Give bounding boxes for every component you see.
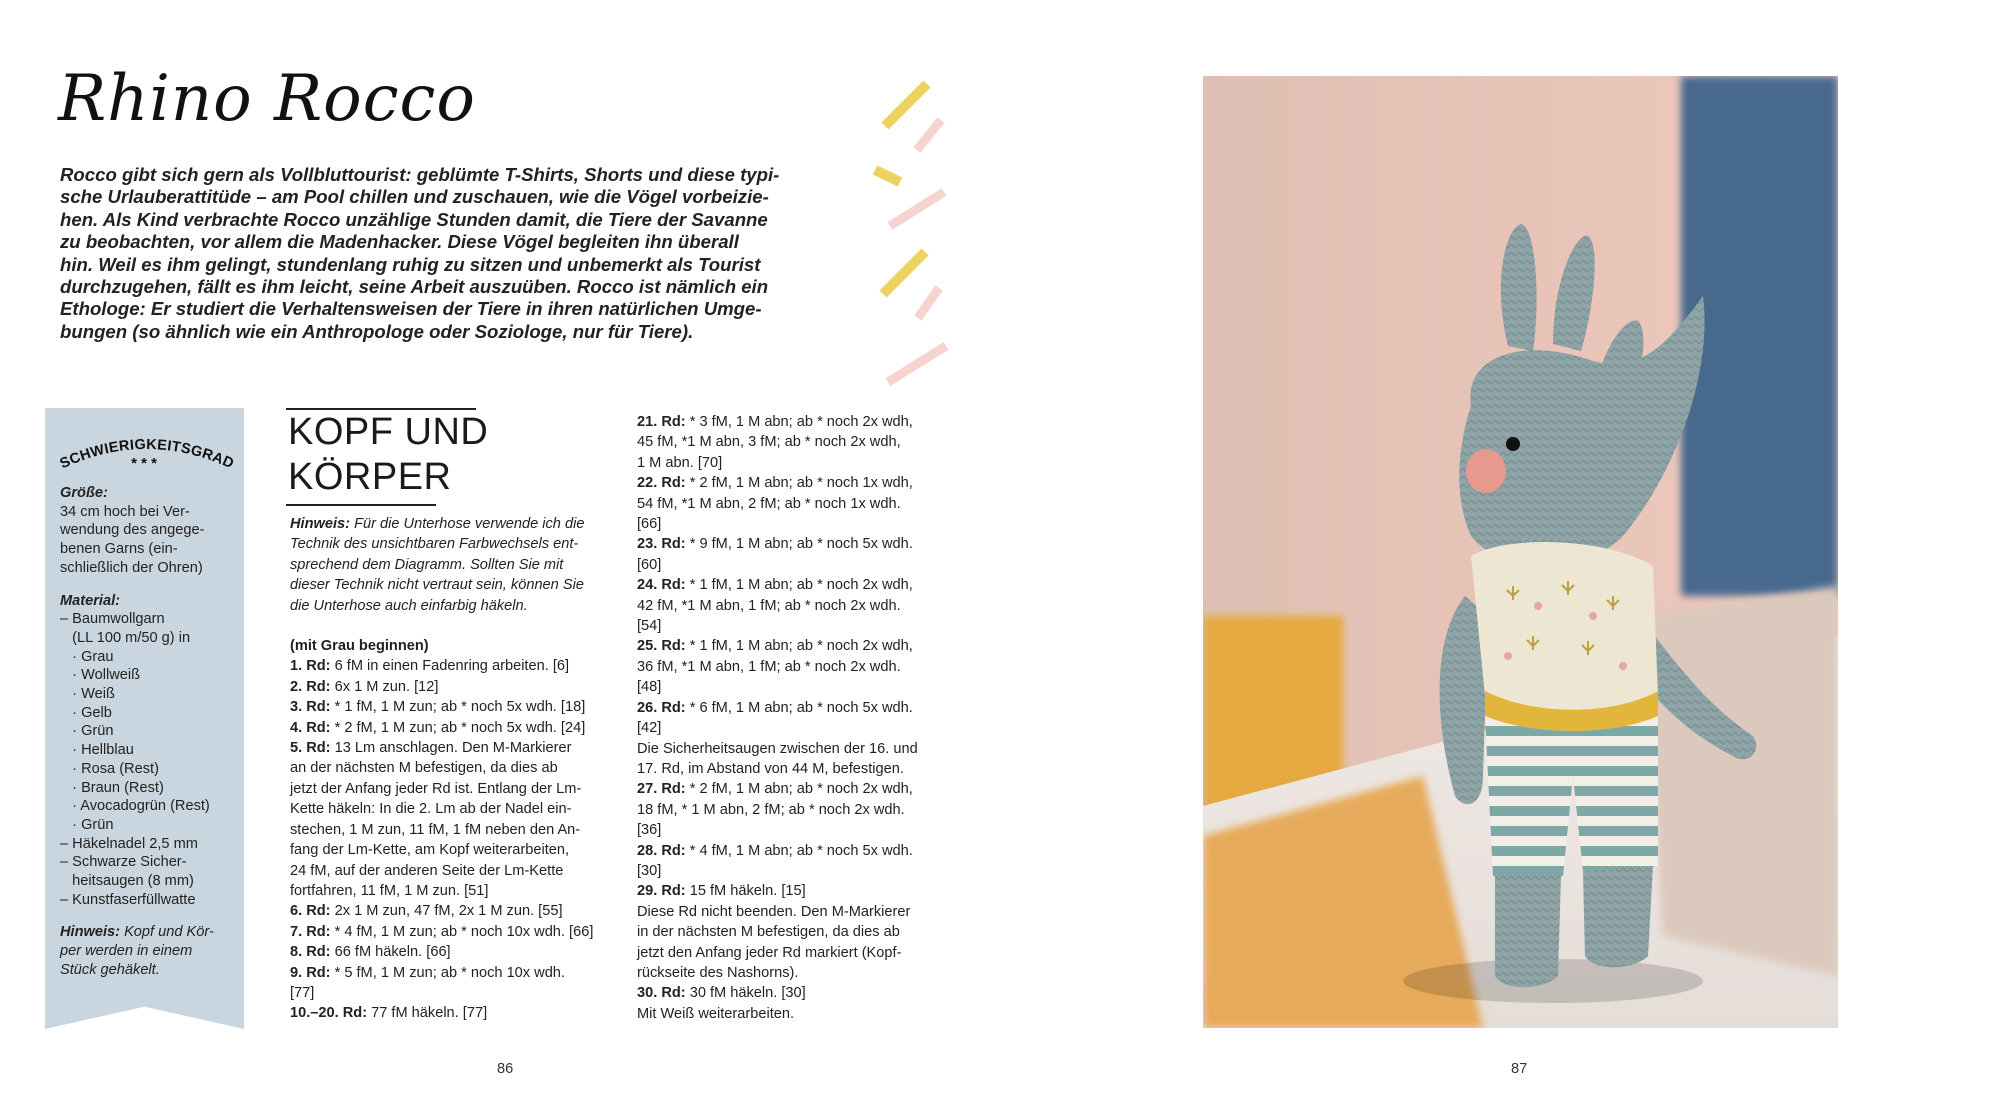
round-label: 30. Rd: (637, 985, 686, 1002)
instruction-text: * 1 fM, 1 M abn; ab * noch 2x wdh, (685, 638, 913, 655)
intro-line: sche Urlauberattitüde – am Pool chillen und zuschauen, wie die Vögel vorbeizie- (60, 186, 769, 208)
instruction-text: 45 fM, *1 M abn, 3 fM; ab * noch 2x wdh, (637, 434, 901, 451)
instruction-text: 6 fM in einen Fadenring arbeiten. [6] (330, 658, 570, 675)
material-item: · Wollweiß (60, 667, 141, 684)
round-label: 2. Rd: (290, 678, 331, 695)
intro-line: bungen (so ähnlich wie ein Anthropologe oder Soziologe, nur für Tiere). (60, 320, 694, 342)
instruction-line (637, 596, 977, 616)
round-label: 28. Rd: (637, 842, 686, 859)
intro-paragraph (60, 164, 780, 343)
material-item: · Braun (Rest) (60, 779, 164, 796)
sidebar-note-line: Stück gehäkelt. (60, 961, 160, 978)
instruction-text: 13 Lm anschlagen. Den M-Markierer (330, 740, 572, 757)
column-note-line: sprechend dem Diagramm. Sollten Sie mit (290, 556, 564, 573)
instruction-text: Kette häkeln: In die 2. Lm ab der Nadel ein- (290, 801, 572, 818)
instruction-text: 24 fM, auf der anderen Seite der Lm-Kette (290, 862, 564, 879)
round-label: 21. Rd: (637, 414, 686, 430)
material-item: – Häkelnadel 2,5 mm (60, 835, 198, 852)
instruction-line (290, 840, 630, 860)
instruction-text: * 9 fM, 1 M abn; ab * noch 5x wdh. (685, 536, 913, 553)
intro-line: Ethologe: Er studiert die Verhaltensweisen der Tiere in ihren natürlichen Umge- (60, 298, 762, 320)
instruction-line (637, 698, 977, 718)
instruction-line (637, 1004, 977, 1024)
round-label: 1. Rd: (290, 658, 331, 675)
size-line: benen Garns (ein- (60, 541, 178, 558)
column-note-line: die Unterhose auch einfarbig häkeln. (290, 597, 528, 614)
round-label: 3. Rd: (290, 699, 331, 716)
instruction-line (637, 616, 977, 636)
instruction-text: Die Sicherheitsaugen zwischen der 16. und (637, 740, 918, 757)
material-item: · Grün (60, 723, 114, 740)
round-label: 8. Rd: (290, 944, 331, 961)
round-label: 25. Rd: (637, 638, 686, 655)
sidebar-text (60, 484, 240, 980)
instruction-text: jetzt den Anfang jeder Rd markiert (Kopf- (637, 944, 902, 961)
instruction-line (637, 657, 977, 677)
instruction-text: * 2 fM, 1 M abn; ab * noch 1x wdh, (685, 475, 913, 492)
instruction-line (290, 881, 630, 901)
difficulty-label: SCHWIERIGKEITSGRAD (58, 436, 237, 473)
instruction-line (637, 555, 977, 575)
instruction-line (637, 963, 977, 983)
material-item: – Baumwollgarn (60, 611, 165, 628)
instruction-text: Diese Rd nicht beenden. Den M-Markierer (637, 903, 911, 920)
instruction-line (290, 697, 630, 717)
instruction-line (290, 963, 630, 983)
instruction-line (290, 942, 630, 962)
intro-line: hen. Als Kind verbrachte Rocco unzählige Stunden damit, die Tiere der Savanne (60, 208, 768, 230)
material-item: (LL 100 m/50 g) in (60, 629, 191, 646)
instruction-text: [54] (637, 618, 662, 635)
instruction-text: [30] (637, 862, 662, 879)
instruction-text: Mit Weiß weiterarbeiten. (637, 1005, 795, 1022)
instruction-text: in der nächsten M befestigen, da dies ab (637, 924, 900, 941)
instruction-line (637, 677, 977, 697)
instruction-line (290, 922, 630, 942)
instruction-text: [36] (637, 822, 662, 839)
instruction-line (637, 473, 977, 493)
instruction-text: 54 fM, *1 M abn, 2 fM; ab * noch 1x wdh. (637, 495, 901, 512)
instruction-text: 66 fM häkeln. [66] (330, 944, 451, 961)
confetti-decoration (870, 76, 960, 396)
instruction-text: * 4 fM, 1 M abn; ab * noch 5x wdh. (685, 842, 913, 859)
instruction-text: [48] (637, 679, 662, 696)
instruction-line (637, 432, 977, 452)
instruction-line (290, 738, 630, 758)
instruction-line (290, 779, 630, 799)
material-item: – Kunstfaserfüllwatte (60, 891, 196, 908)
instruction-line (637, 636, 977, 656)
instruction-text: * 6 fM, 1 M abn; ab * noch 5x wdh. (685, 699, 913, 716)
instruction-text: * 3 fM, 1 M abn; ab * noch 2x wdh, (685, 414, 913, 430)
instruction-text: 17. Rd, im Abstand von 44 M, befestigen. (637, 760, 904, 777)
instruction-line (637, 534, 977, 554)
instruction-text: 2x 1 M zun, 47 fM, 2x 1 M zun. [55] (330, 903, 563, 920)
page-number-left: 86 (497, 1061, 514, 1077)
round-label: 6. Rd: (290, 903, 331, 920)
material-label: Material: (60, 592, 121, 609)
material-item: · Weiß (60, 686, 115, 703)
difficulty-stars: * * * (131, 455, 157, 472)
round-label: 27. Rd: (637, 781, 686, 798)
instruction-line (637, 943, 977, 963)
section-heading-line: KOPF UND (288, 411, 489, 453)
instruction-text: stechen, 1 M zun, 11 fM, 1 fM neben den An- (290, 821, 581, 838)
section-heading (288, 410, 488, 500)
heading-rule-bottom (286, 504, 436, 506)
instruction-line (637, 575, 977, 595)
intro-line: hin. Weil es ihm gelingt, stundenlang ruhig zu sitzen und unbemerkt als Tourist (60, 253, 761, 275)
material-item: · Grau (60, 648, 114, 665)
instruction-line (290, 861, 630, 881)
round-label: 4. Rd: (290, 719, 331, 736)
instruction-line (637, 983, 977, 1003)
round-label: 22. Rd: (637, 475, 686, 492)
column-note-line: dieser Technik nicht vertraut sein, können Sie (290, 577, 584, 594)
intro-line: Rocco gibt sich gern als Vollbluttourist: geblümte T-Shirts, Shorts und diese typi- (60, 164, 780, 185)
page-number-right: 87 (1511, 1061, 1528, 1077)
instruction-text: an der nächsten M befestigen, da dies ab (290, 760, 558, 777)
instruction-text: [60] (637, 556, 662, 573)
material-item: · Grün (60, 816, 114, 833)
rhino-photo (1203, 76, 1838, 1028)
instruction-text: * 5 fM, 1 M zun; ab * noch 10x wdh. (330, 964, 565, 981)
instruction-text: 42 fM, *1 M abn, 1 fM; ab * noch 2x wdh. (637, 597, 901, 614)
instructions-column-2 (637, 412, 977, 1024)
round-label: 10.–20. Rd: (290, 1005, 368, 1022)
instruction-line (637, 841, 977, 861)
instruction-text: rückseite des Nashorns). (637, 964, 799, 981)
instruction-line (290, 758, 630, 778)
instruction-text: 77 fM häkeln. [77] (367, 1005, 488, 1022)
round-label: 9. Rd: (290, 964, 331, 981)
column-note-label: Hinweis: (290, 516, 351, 532)
instruction-line (290, 820, 630, 840)
instruction-text: 1 M abn. [70] (637, 454, 723, 471)
size-line: schließlich der Ohren) (60, 559, 203, 576)
instruction-text: [66] (637, 516, 662, 533)
instruction-text: fortfahren, 11 fM, 1 M zun. [51] (290, 882, 489, 899)
instruction-text: 36 fM, *1 M abn, 1 fM; ab * noch 2x wdh. (637, 658, 901, 675)
instructions-column-1 (290, 514, 630, 1024)
material-item: · Avocadogrün (Rest) (60, 798, 210, 815)
instruction-text: jetzt der Anfang jeder Rd ist. Entlang der Lm- (290, 780, 582, 797)
round-label: 5. Rd: (290, 740, 331, 757)
instruction-text: * 1 fM, 1 M abn; ab * noch 2x wdh, (685, 577, 913, 594)
material-item: heitsaugen (8 mm) (60, 873, 194, 890)
material-item: · Hellblau (60, 742, 134, 759)
instruction-text: 30 fM häkeln. [30] (685, 985, 806, 1002)
instruction-line (637, 514, 977, 534)
instruction-text: 18 fM, * 1 M abn, 2 fM; ab * noch 2x wdh. (637, 801, 905, 818)
instruction-text: [77] (290, 984, 315, 1001)
page-title: Rhino Rocco (58, 62, 476, 136)
instruction-line (637, 759, 977, 779)
instruction-line (290, 718, 630, 738)
column-note (290, 514, 630, 534)
instruction-line (637, 902, 977, 922)
instruction-line (637, 494, 977, 514)
size-line: wendung des angege- (60, 522, 205, 539)
start-instruction: (mit Grau beginnen) (290, 638, 429, 655)
instruction-line (637, 739, 977, 759)
instruction-line (637, 453, 977, 473)
instruction-line (290, 656, 630, 676)
round-label: 26. Rd: (637, 699, 686, 716)
instruction-line (637, 861, 977, 881)
instruction-text: * 2 fM, 1 M abn; ab * noch 2x wdh, (685, 781, 913, 798)
sidebar-note-label: Hinweis: (60, 924, 121, 941)
sidebar-note-line: per werden in einem (60, 943, 193, 960)
sidebar-note (60, 923, 240, 942)
instruction-line (290, 799, 630, 819)
material-item: – Schwarze Sicher- (60, 854, 187, 871)
crochet-rhino-image (1203, 76, 1838, 1028)
instruction-line (290, 983, 630, 1003)
section-heading-line: KÖRPER (288, 456, 452, 498)
round-label: 23. Rd: (637, 536, 686, 553)
instruction-line (637, 779, 977, 799)
instruction-text: [42] (637, 720, 662, 737)
instruction-text: 15 fM häkeln. [15] (685, 883, 806, 900)
instruction-text: * 4 fM, 1 M zun; ab * noch 10x wdh. [66] (330, 923, 594, 940)
instruction-text: * 2 fM, 1 M zun; ab * noch 5x wdh. [24] (330, 719, 586, 736)
instruction-text: 6x 1 M zun. [12] (330, 678, 439, 695)
instruction-line (637, 800, 977, 820)
material-item: · Gelb (60, 704, 112, 721)
column-note-text: Für die Unterhose verwende ich die (350, 516, 585, 532)
instruction-line (637, 412, 977, 432)
round-label: 24. Rd: (637, 577, 686, 594)
instruction-line (290, 901, 630, 921)
round-label: 7. Rd: (290, 923, 331, 940)
intro-line: durchzugehen, fällt es ihm leicht, seine Arbeit auszuüben. Rocco ist nämlich ein (60, 276, 769, 298)
size-line: 34 cm hoch bei Ver- (60, 503, 190, 520)
instruction-line (637, 718, 977, 738)
size-label: Größe: (60, 485, 108, 501)
instruction-text: * 1 fM, 1 M zun; ab * noch 5x wdh. [18] (330, 699, 586, 716)
sidebar-note-text: Kopf und Kör- (120, 924, 214, 941)
instruction-line (637, 922, 977, 942)
instruction-line (637, 881, 977, 901)
instruction-text: fang der Lm-Kette, am Kopf weiterarbeiten, (290, 842, 570, 859)
instruction-line (637, 820, 977, 840)
material-item: · Rosa (Rest) (60, 760, 159, 777)
column-note-line: Technik des unsichtbaren Farbwechsels ent- (290, 536, 579, 553)
instruction-line (290, 677, 630, 697)
instruction-line (290, 1003, 630, 1023)
intro-line: zu beobachten, vor allem die Madenhacker. Diese Vögel begleiten ihn überall (60, 231, 739, 253)
round-label: 29. Rd: (637, 883, 686, 900)
